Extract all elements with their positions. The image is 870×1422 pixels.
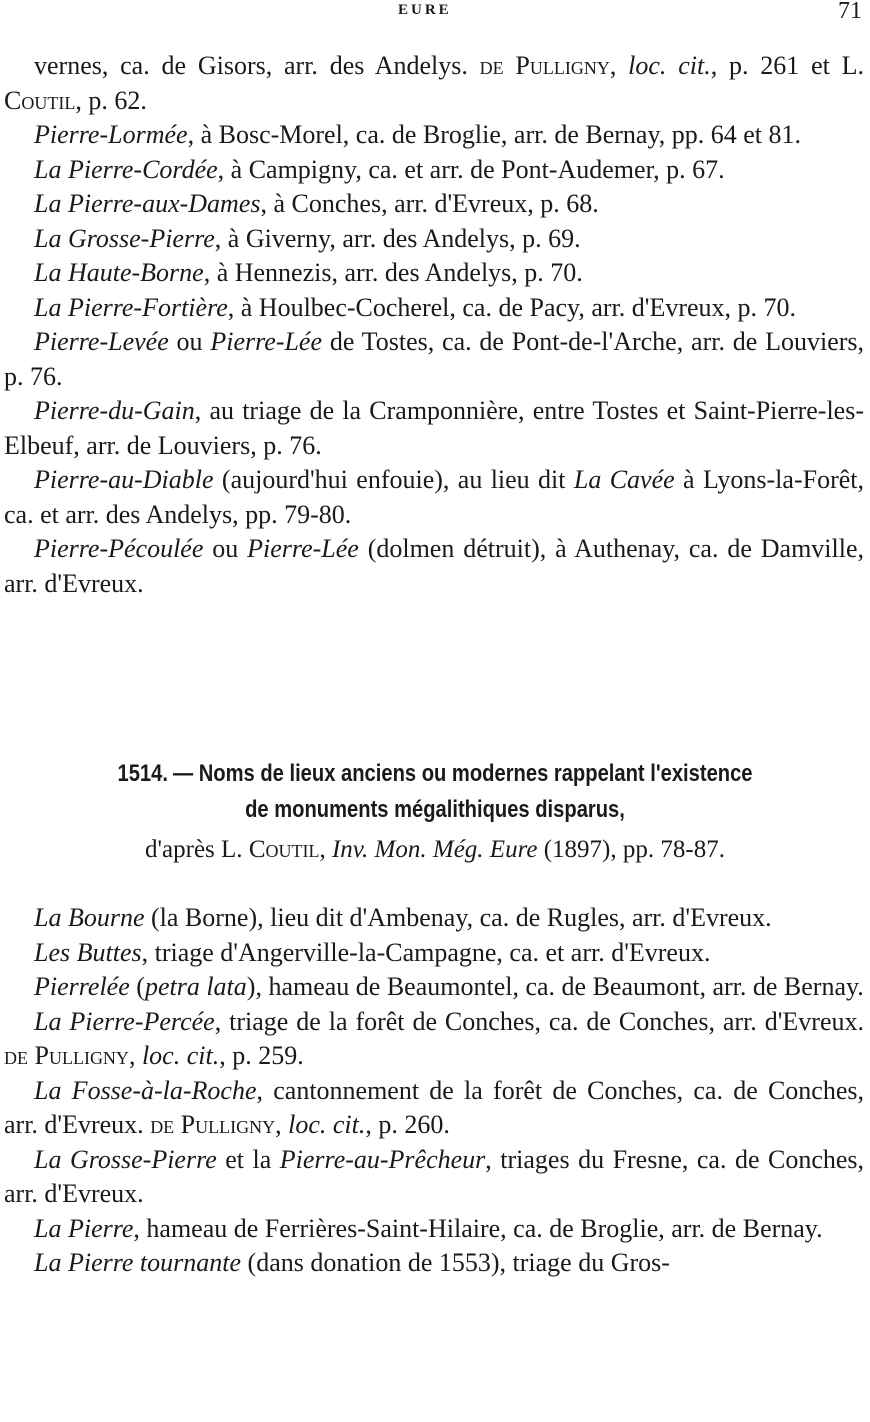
author-name: Coutil [4, 85, 76, 115]
section-source [0, 832, 870, 868]
text-run: ( [129, 972, 145, 1001]
text-run: , à Conches, arr. d'Evreux, p. 68. [260, 189, 599, 218]
text-run: , triage de la forêt de Conches, ca. de Conches, arr. d'Evreux. [214, 1006, 864, 1036]
text-run: , p. 261 et L. [710, 51, 864, 80]
entry-list-bottom [4, 901, 864, 1281]
italic-text: La Bourne [34, 903, 145, 932]
text-run: (dans donation de 1553), triage du Gros- [241, 1248, 670, 1277]
italic-text: La Cavée [573, 465, 675, 494]
entry-paragraph [4, 394, 864, 463]
italic-text: Pierrelée [34, 972, 130, 1001]
text-run: , à Hennezis, arr. des Andelys, p. 70. [203, 258, 583, 287]
italic-text: petra lata [144, 972, 247, 1001]
text-run: ), hameau de Beaumontel, ca. de Beaumont, arr. de Bernay. [246, 972, 864, 1001]
text-run: , hameau de Ferrières-Saint-Hilaire, ca. de Broglie, arr. de Bernay. [133, 1213, 823, 1243]
entry-paragraph [4, 222, 864, 257]
text-run: , triages du Fresne, ca. de Conches, arr. d'Evreux. [4, 1144, 865, 1208]
entry-paragraph [4, 325, 864, 394]
text-run: , p. 259. [219, 1041, 304, 1070]
page-number: 71 [838, 0, 862, 24]
italic-text: La Pierre-Percée [34, 1006, 215, 1036]
italic-text: Pierre-Pécoulée [34, 534, 204, 563]
text-run: (dolmen détruit), à Authenay, ca. de Damville, arr. d'Evreux. [4, 534, 865, 598]
section-title-line-1 [70, 756, 801, 792]
text-run: ou [203, 534, 248, 563]
text-run: à Lyons-la-Forêt, ca. et arr. des Andelys, pp. 79-80. [4, 465, 864, 529]
text-run: (la Borne), lieu dit d'Ambenay, ca. de Rugles, arr. d'Evreux. [144, 903, 772, 932]
text-run: , [319, 836, 332, 863]
author-name: de Pulligny [479, 51, 610, 80]
italic-text: La Grosse-Pierre [34, 1144, 217, 1174]
italic-text: La Pierre-Fortière [34, 292, 228, 322]
italic-text: loc. cit. [141, 1041, 220, 1070]
page-header [0, 0, 870, 28]
italic-text: La Pierre-Cordée [34, 154, 218, 184]
text-run: , cantonnement de la forêt de Conches, ca. de Conches, arr. d'Evreux. [4, 1075, 864, 1139]
italic-text: Pierre-Lée [210, 327, 323, 356]
italic-text: Les Buttes [34, 937, 142, 967]
section-title-text-1: — Noms de lieux anciens ou modernes rappelant l'existence [172, 760, 753, 787]
entry-paragraph [4, 901, 864, 936]
entry-paragraph [4, 463, 864, 532]
text-run: , triage d'Angerville-la-Campagne, ca. et arr. d'Evreux. [141, 937, 711, 967]
entry-paragraph [4, 936, 864, 971]
italic-text: Pierre-Lormée [34, 120, 188, 149]
entry-paragraph [4, 970, 864, 1005]
entry-paragraph [4, 1074, 864, 1143]
text-run: de Tostes, ca. de Pont-de-l'Arche, arr. de Louviers, p. 76. [4, 327, 865, 391]
entry-paragraph [4, 118, 864, 153]
italic-text: Pierre-Levée [34, 327, 169, 356]
text-run: ou [168, 327, 211, 356]
text-run: d'après L. [145, 836, 249, 863]
text-run: (1897), pp. 78-87. [537, 836, 725, 863]
section-title-line-2: de monuments mégalithiques disparus, [245, 796, 625, 823]
text-run: , à Giverny, arr. des Andelys, p. 69. [214, 223, 581, 253]
italic-text: loc. cit. [628, 51, 711, 80]
text-run: , à Bosc-Morel, ca. de Broglie, arr. de Bernay, pp. 64 et 81. [187, 120, 802, 149]
text-run: , [275, 1110, 289, 1139]
italic-text: Pierre-Lée [247, 534, 359, 563]
text-run: vernes, ca. de Gisors, arr. des Andelys. [34, 51, 480, 80]
entry-paragraph [4, 256, 864, 291]
entry-list-top [4, 49, 864, 601]
entry-paragraph [4, 1246, 864, 1281]
text-run: , [128, 1041, 142, 1070]
running-head: EURE [398, 2, 452, 18]
entry-paragraph [4, 291, 864, 326]
italic-text: La Pierre [34, 1213, 134, 1243]
section-number: 1514. [117, 760, 168, 787]
italic-text: La Fosse-à-la-Roche [34, 1075, 257, 1105]
italic-text: loc. cit. [288, 1110, 366, 1139]
text-run: , p. 62. [75, 85, 147, 115]
text-run: , [609, 51, 629, 80]
italic-text: La Pierre tournante [34, 1248, 242, 1277]
italic-text: La Grosse-Pierre [34, 223, 215, 253]
text-run: , à Campigny, ca. et arr. de Pont-Audemer, p. 67. [217, 154, 725, 184]
entry-paragraph [4, 1005, 864, 1074]
author-name: de Pulligny [4, 1041, 129, 1070]
section-heading [0, 756, 870, 868]
italic-text: La Pierre-aux-Dames [34, 189, 261, 218]
author-name: de Pulligny [150, 1110, 276, 1139]
italic-text: Pierre-au-Prêcheur [279, 1144, 486, 1174]
author-name: Coutil [248, 836, 320, 863]
entry-paragraph [4, 49, 864, 118]
entry-paragraph [4, 532, 864, 601]
text-run: , au triage de la Cramponnière, entre Tostes et Saint-Pierre-les-Elbeuf, arr. de Louviers, p. 76. [4, 396, 864, 460]
entry-paragraph [4, 1212, 864, 1247]
entry-paragraph [4, 1143, 864, 1212]
italic-text: Pierre-au-Diable [34, 465, 214, 494]
text-run: , p. 260. [365, 1110, 450, 1139]
italic-text: La Haute-Borne [34, 258, 204, 287]
text-run: (aujourd'hui enfouie), au lieu dit [213, 465, 574, 494]
text-run: , à Houlbec-Cocherel, ca. de Pacy, arr. d'Evreux, p. 70. [227, 292, 797, 322]
entry-paragraph [4, 187, 864, 222]
italic-text: Pierre-du-Gain [34, 396, 195, 425]
italic-text: Inv. Mon. Még. Eure [331, 836, 538, 863]
text-run: et la [216, 1144, 280, 1174]
entry-paragraph [4, 153, 864, 188]
